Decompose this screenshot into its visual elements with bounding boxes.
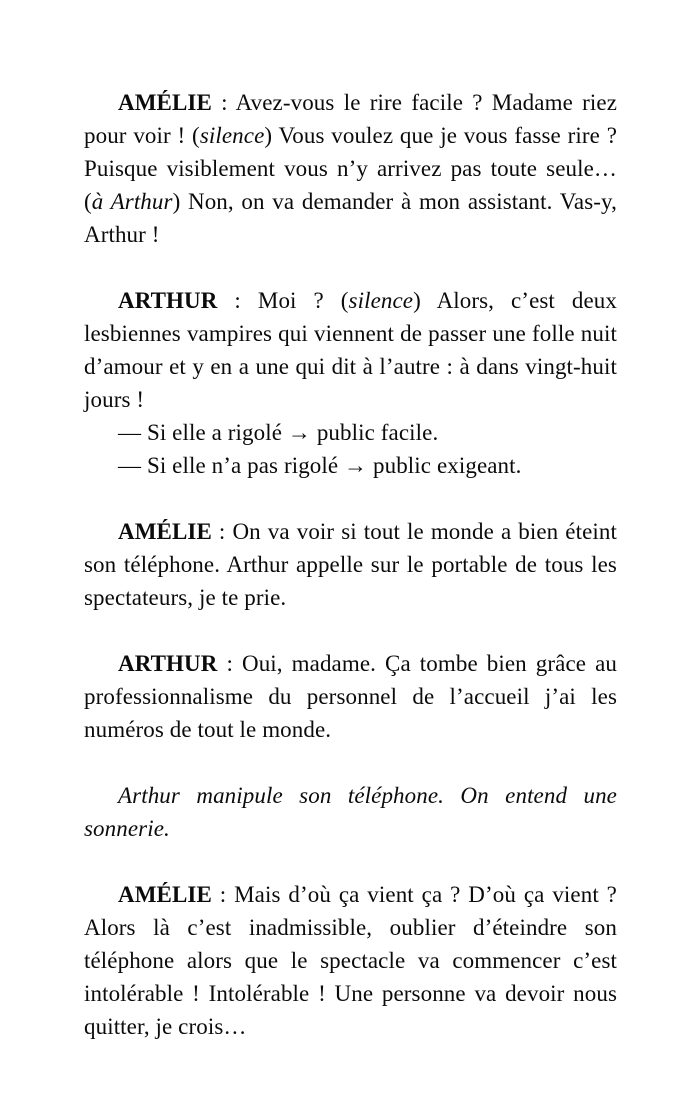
text-run: ) Non, on va demander à mon assistant. Vas-y, Arthur ! xyxy=(84,189,617,247)
amelie-speech-3 xyxy=(84,878,617,1043)
italic-run: silence xyxy=(199,123,265,148)
text-run: : Avez-vous le rire facile ? Madame riez pour voir ! ( xyxy=(84,90,617,148)
text-run: — Si elle a rigolé → public facile. xyxy=(118,420,439,445)
text-run: : Oui, madame. Ça tombe bien grâce au professionnalisme du personnel de l’accueil j’ai les numéros de tout le monde. xyxy=(84,651,617,742)
amelie-speech-1 xyxy=(84,86,617,251)
stage-direction-phone xyxy=(84,779,617,845)
text-run: : On va voir si tout le monde a bien éteint son téléphone. Arthur appelle sur le portable de tous les spectateurs, je te prie. xyxy=(84,519,617,610)
text-run: ) Alors, c’est deux lesbiennes vampires qui viennent de passer une folle nuit d’amour et y en a une qui dit à l’autre : à dans vingt-huit jours ! xyxy=(84,288,617,412)
speaker-name: AMÉLIE xyxy=(118,882,212,907)
arthur-speech-1 xyxy=(84,284,617,416)
italic-run: silence xyxy=(348,288,414,313)
text-run: : Mais d’où ça vient ça ? D’où ça vient ? Alors là c’est inadmissible, oublier d’éteindre son téléphone alors que le spectacle va commencer c’est intolérable ! Intolérable ! Une personne va devoir nous quitter, je crois… xyxy=(84,882,617,1039)
speaker-name: AMÉLIE xyxy=(118,519,212,544)
text-run: : Moi ? ( xyxy=(217,288,349,313)
italic-run: à Arthur xyxy=(91,189,173,214)
speaker-name: AMÉLIE xyxy=(118,90,212,115)
arthur-speech-2 xyxy=(84,647,617,746)
speaker-name: ARTHUR xyxy=(118,651,218,676)
joke-outcome-line-1 xyxy=(84,416,617,449)
speaker-name: ARTHUR xyxy=(118,288,218,313)
text-run: Arthur manipule son téléphone. On entend une sonnerie. xyxy=(84,783,617,841)
amelie-speech-2 xyxy=(84,515,617,614)
joke-outcome-line-2 xyxy=(84,449,617,482)
text-run: ) Vous voulez que je vous fasse rire ? Puisque visiblement vous n’y arrivez pas toute seule… ( xyxy=(84,123,618,214)
text-run: — Si elle n’a pas rigolé → public exigeant. xyxy=(118,453,522,478)
